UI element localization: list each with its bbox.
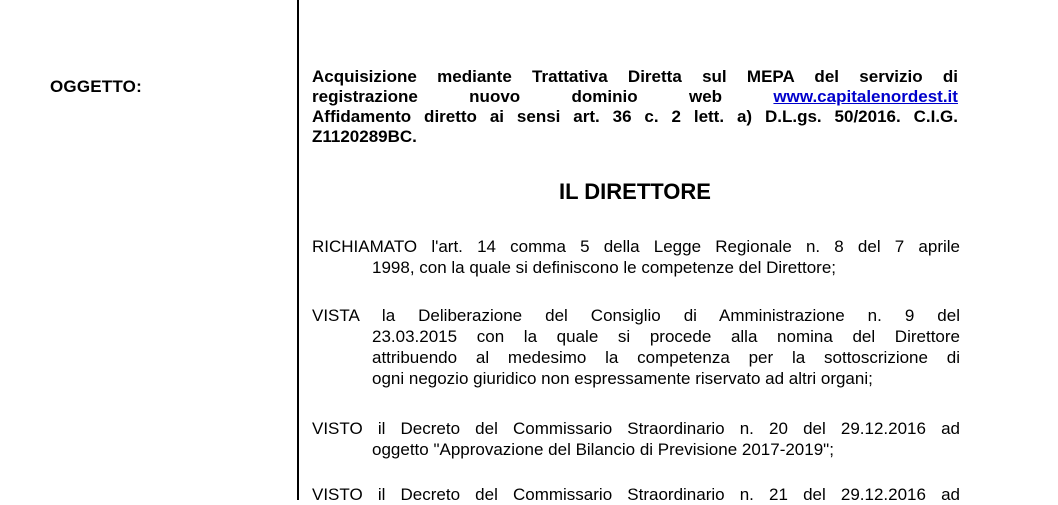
oggetto-label: OGGETTO: xyxy=(50,77,142,96)
subject-line-4: Z1120289BC. xyxy=(312,127,417,146)
paragraph-line: attribuendo al medesimo la competenza per la sottoscrizione di xyxy=(372,348,960,367)
column-divider xyxy=(297,0,299,500)
paragraph-vista xyxy=(312,305,960,389)
website-link[interactable]: www.capitalenordest.it xyxy=(773,87,958,106)
paragraph-first-line: VISTA la Deliberazione del Consiglio di Amministrazione n. 9 del xyxy=(312,306,960,325)
paragraph-first-line: VISTO il Decreto del Commissario Straordinario n. 20 del 29.12.2016 ad xyxy=(312,419,960,438)
subject-word: web xyxy=(689,87,723,106)
paragraph-line: oggetto "Approvazione del Bilancio di Previsione 2017-2019"; xyxy=(372,440,834,459)
subject-block xyxy=(312,67,958,147)
section-heading: IL DIRETTORE xyxy=(559,179,711,204)
paragraph-first-line: VISTO il Decreto del Commissario Straordinario n. 21 del 29.12.2016 ad xyxy=(312,485,960,504)
paragraph-visto-20 xyxy=(312,418,960,460)
paragraph-line: 1998, con la quale si definiscono le competenze del Direttore; xyxy=(372,258,837,277)
subject-line-1: Acquisizione mediante Trattativa Diretta sul MEPA del servizio di xyxy=(312,67,958,86)
paragraph-first-line: RICHIAMATO l'art. 14 comma 5 della Legge Regionale n. 8 del 7 aprile xyxy=(312,237,960,256)
subject-word: registrazione xyxy=(312,87,418,106)
subject-line-3: Affidamento diretto ai sensi art. 36 c. 2 lett. a) D.L.gs. 50/2016. C.I.G. xyxy=(312,107,958,126)
subject-word: nuovo xyxy=(469,87,521,106)
subject-line-2 xyxy=(312,87,958,107)
paragraph-richiamato xyxy=(312,236,960,278)
subject-word: dominio xyxy=(571,87,638,106)
paragraph-visto-21 xyxy=(312,484,960,505)
paragraph-line: 23.03.2015 con la quale si procede alla nomina del Direttore xyxy=(372,327,960,346)
paragraph-line: ogni negozio giuridico non espressamente riservato ad altri organi; xyxy=(372,369,873,388)
